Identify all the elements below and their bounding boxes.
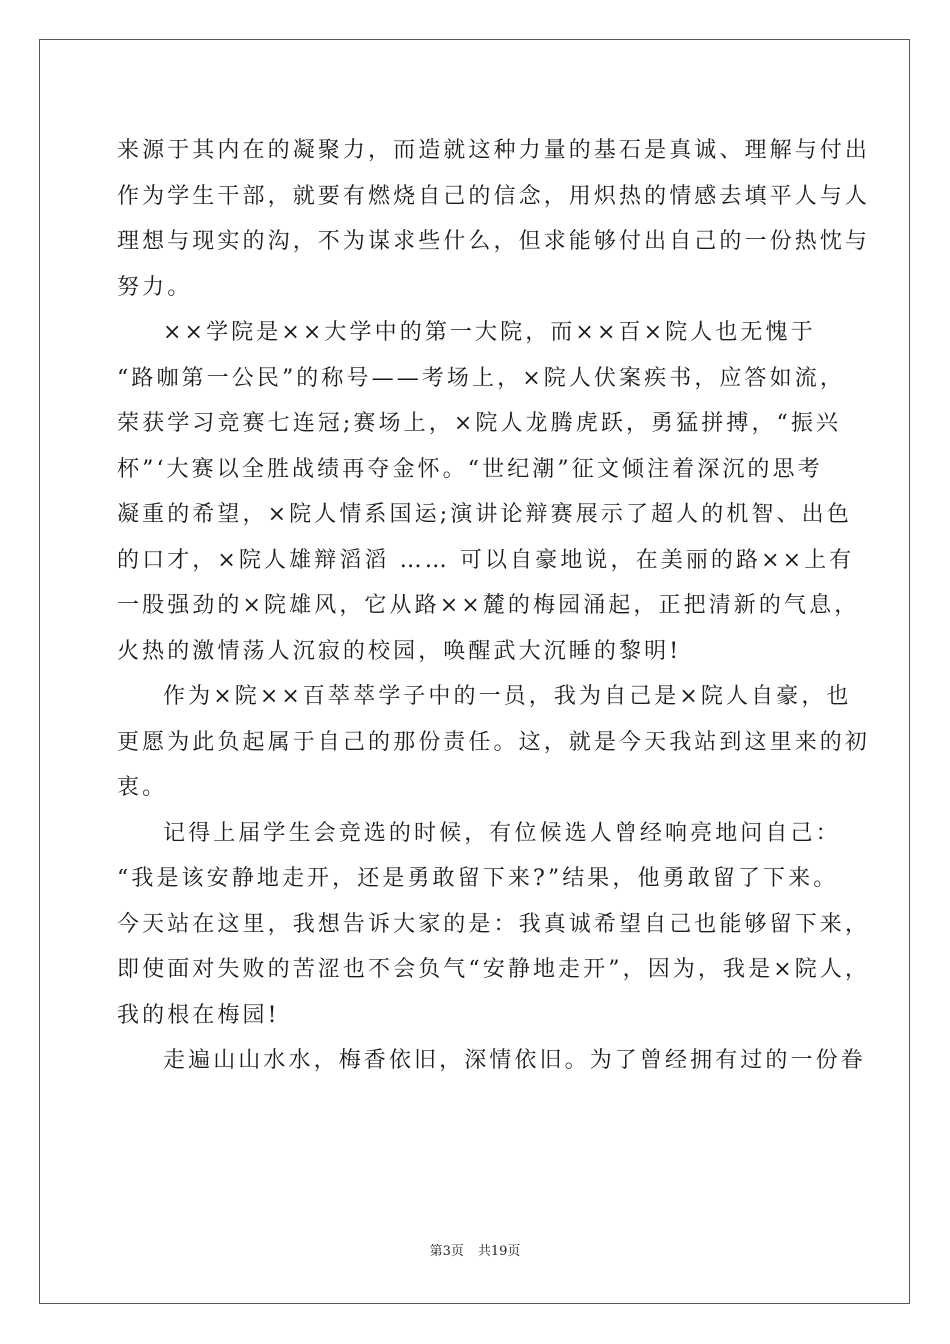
text-line: 杯”‘大赛以全胜战绩再夺金怀。“世纪潮”征文倾注着深沉的思考	[117, 456, 823, 482]
text-line: 更愿为此负起属于自己的那份责任。这，就是今天我站到这里来的初	[117, 729, 871, 755]
text-line: 努力。	[117, 274, 193, 300]
text-line: ××学院是××大学中的第一大院，而××百×院人也无愧于	[163, 320, 816, 345]
text-line: 荣获学习竞赛七连冠;赛场上，×院人龙腾虎跃，勇猛拼搏，“振兴	[117, 411, 842, 436]
text-line: 我的根在梅园!	[117, 1002, 280, 1028]
text-line: 来源于其内在的凝聚力，而造就这种力量的基石是真诚、理解与付出	[117, 138, 871, 163]
paragraph	[117, 128, 871, 310]
text-line: 作为学生干部，就要有燃烧自己的信念，用炽热的情感去填平人与人	[117, 183, 871, 209]
text-line: 作为×院××百萃萃学子中的一员，我为自己是×院人自豪，也	[163, 684, 852, 709]
text-line: 理想与现实的沟，不为谋求些什么，但求能够付出自己的一份热忱与	[117, 229, 871, 254]
text-line: “路咖第一公民”的称号——考场上，×院人伏案疾书，应答如流，	[117, 365, 845, 391]
text-line: 衷。	[117, 775, 168, 800]
text-line: 凝重的希望，×院人情系国运;演讲论辩赛展示了超人的机智、出色	[117, 502, 852, 527]
text-line: 的口才，×院人雄辩滔滔 …… 可以自豪地说，在美丽的路××上有	[117, 547, 855, 573]
text-line: 今天站在这里，我想告诉大家的是：我真诚希望自己也能够留下来，	[117, 911, 871, 937]
paragraph	[117, 1038, 866, 1084]
document-body	[117, 128, 871, 1084]
text-line: 一股强劲的×院雄风，它从路××麓的梅园涌起，正把清新的气息，	[117, 593, 860, 618]
paragraph	[117, 811, 871, 1039]
paragraph	[117, 674, 871, 811]
page-count: 共19页	[477, 1244, 521, 1259]
text-line: 记得上届学生会竞选的时候，有位候选人曾经响亮地问自己：	[163, 820, 841, 846]
text-line: 火热的激情荡人沉寂的校园，唤醒武大沉睡的黎明!	[117, 638, 682, 664]
text-line: 走遍山山水水，梅香依旧，深情依旧。为了曾经拥有过的一份眷	[163, 1048, 866, 1073]
page-footer	[0, 1240, 950, 1259]
text-line: 即使面对失败的苦涩也不会负气“安静地走开”，因为，我是×院人，	[117, 957, 871, 982]
paragraph	[117, 310, 860, 674]
page-number: 第3页	[429, 1244, 464, 1259]
text-line: “我是该安静地走开，还是勇敢留下来?”结果，他勇敢留了下来。	[117, 866, 839, 891]
